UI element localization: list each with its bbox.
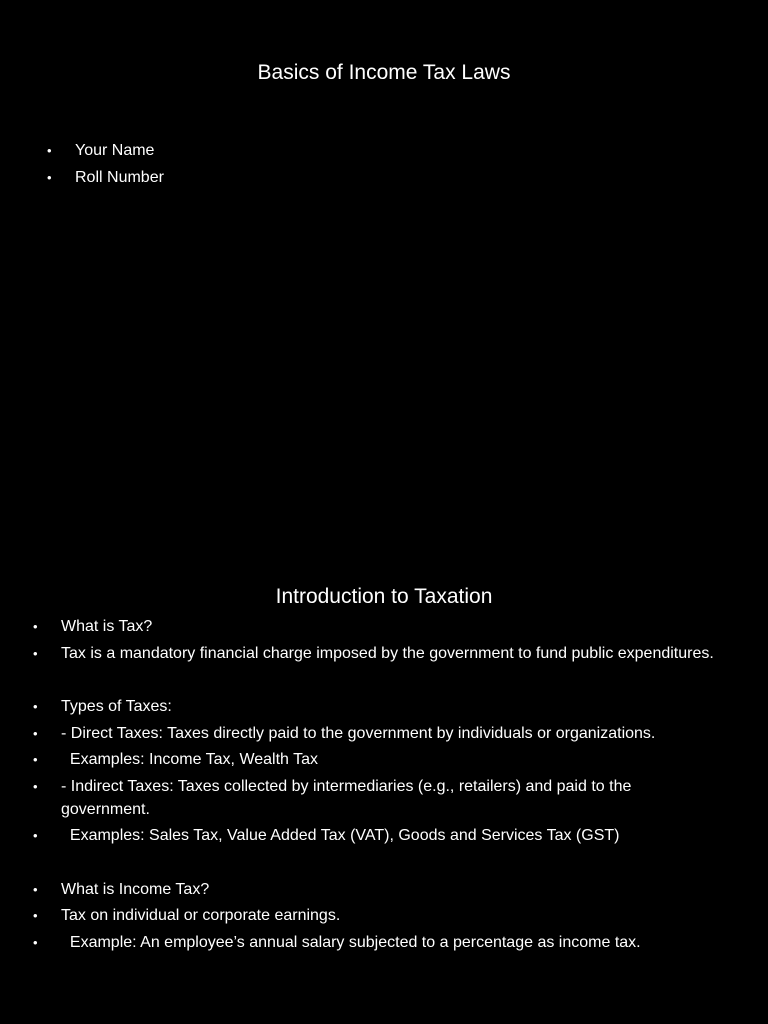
- bullet-icon: •: [33, 908, 38, 923]
- bullet-icon: •: [33, 934, 38, 950]
- slide-title: Basics of Income Tax Laws: [257, 61, 511, 84]
- bullet-icon: •: [33, 619, 38, 634]
- bullet-icon: •: [33, 778, 38, 794]
- bullet-text: Roll Number: [75, 169, 164, 186]
- bullet-text: - Direct Taxes: Taxes directly paid to the government by individuals or organizations.: [61, 724, 656, 742]
- list-item: [47, 139, 735, 162]
- bullet-text: Tax on individual or corporate earnings.: [61, 907, 341, 924]
- bullet-icon: •: [33, 725, 38, 741]
- list-item: [47, 166, 735, 189]
- bullet-text: What is Tax?: [61, 618, 153, 635]
- bullet-text: - Indirect Taxes: Taxes collected by intermediaries (e.g., retailers) and paid to the government.: [61, 777, 636, 818]
- bullet-text: Examples: Sales Tax, Value Added Tax (VAT), Goods and Services Tax (GST): [61, 827, 620, 844]
- bullet-icon: •: [33, 699, 38, 714]
- list-item: [33, 931, 721, 954]
- bullet-list: [47, 139, 735, 193]
- bullet-text: What is Income Tax?: [61, 880, 210, 898]
- list-item: [33, 748, 721, 771]
- bullet-text: Example: An employee’s annual salary subjected to a percentage as income tax.: [61, 933, 641, 951]
- slide-title: Introduction to Taxation: [275, 585, 493, 608]
- list-item: [33, 642, 721, 665]
- bullet-text: Tax is a mandatory financial charge imposed by the government to fund public expenditures.: [61, 644, 714, 662]
- list-item: [33, 722, 721, 745]
- bullet-text: Your Name: [75, 142, 155, 159]
- bullet-icon: •: [47, 143, 52, 158]
- list-item: [33, 904, 721, 927]
- bullet-icon: •: [33, 828, 38, 843]
- list-spacer: [61, 851, 721, 874]
- bullet-list: [33, 615, 721, 957]
- bullet-text: Examples: Income Tax, Wealth Tax: [61, 751, 319, 768]
- bullet-icon: •: [47, 170, 52, 185]
- bullet-icon: •: [33, 881, 38, 897]
- bullet-icon: •: [33, 752, 38, 767]
- list-item: [33, 695, 721, 718]
- list-item: [33, 824, 721, 847]
- slide-introduction: [0, 576, 768, 1024]
- bullet-icon: •: [33, 645, 38, 661]
- list-item: [33, 878, 721, 901]
- list-item: [33, 775, 721, 821]
- list-item: [33, 615, 721, 638]
- bullet-text: Types of Taxes:: [61, 698, 172, 715]
- list-spacer: [61, 668, 721, 691]
